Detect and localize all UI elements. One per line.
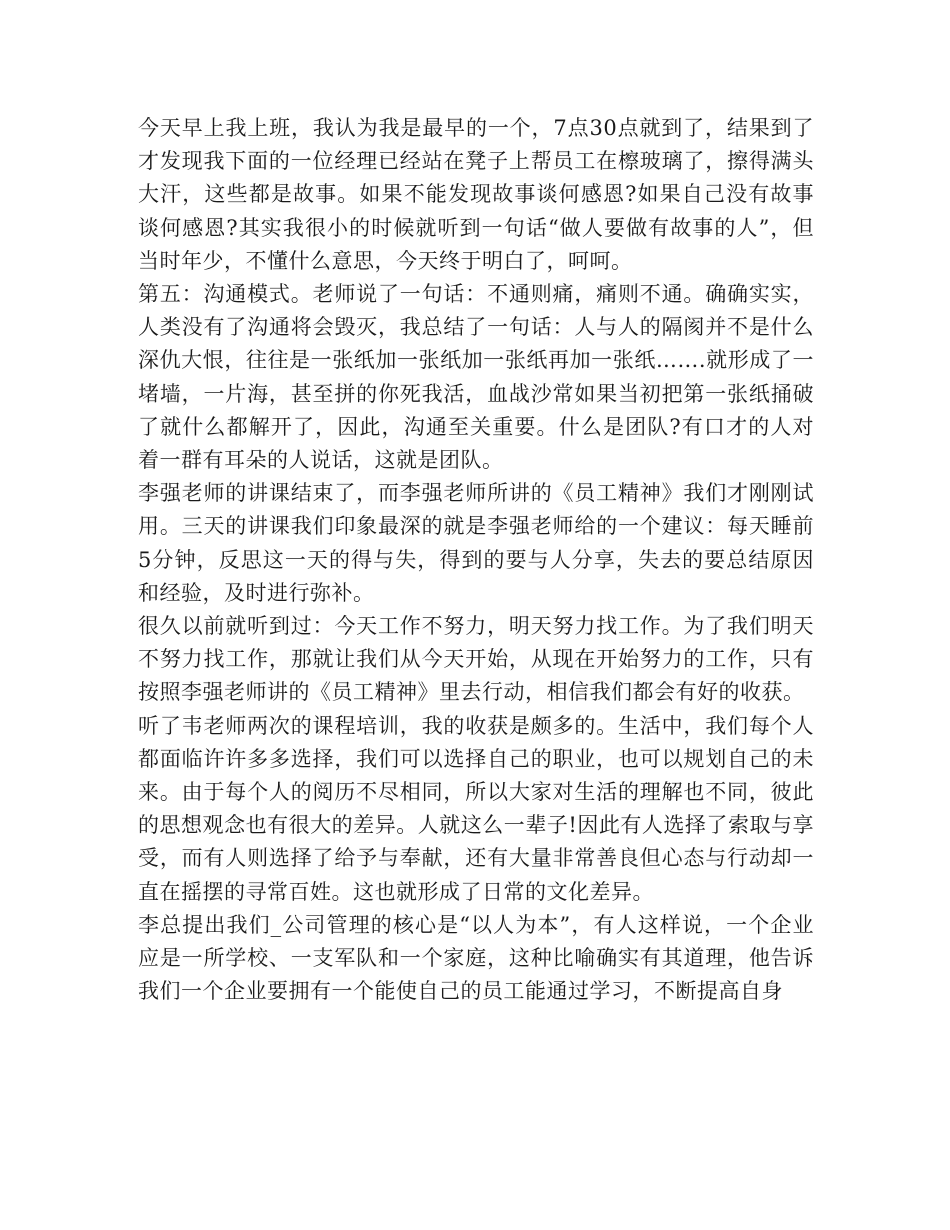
paragraph-people-oriented: 李总提出我们_公司管理的核心是“以人为本”，有人这样说，一个企业应是一所学校、一支军队和一个家庭，这种比喻确实有其道理，他告诉我们一个企业要拥有一个能使自己的员工能通过学习，不断提高自身 — [138, 912, 814, 1004]
paragraph-story: 今天早上我上班，我认为我是最早的一个，7点30点就到了，结果到了才发现我下面的一位经理已经站在凳子上帮员工在檫玻璃了，擦得满头大汗，这些都是故事。如果不能发现故事谈何感恩?如果自己没有故事谈何感恩?其实我很小的时候就听到一句话“做人要做有故事的人”，但当时年少，不懂什么意思，今天终于明白了，呵呵。 — [138, 116, 814, 273]
paragraph-work-hard: 很久以前就听到过：今天工作不努力，明天努力找工作。为了我们明天不努力找工作，那就让我们从今天开始，从现在开始努力的工作，只有按照李强老师讲的《员工精神》里去行动，相信我们都会有好的收获。 — [138, 614, 814, 705]
paragraph-communication: 第五：沟通模式。老师说了一句话：不通则痛，痛则不通。确确实实，人类没有了沟通将会毁灭，我总结了一句话：人与人的隔阂并不是什么深仇大恨，往往是一张纸加一张纸加一张纸再加一张纸…….就形成了一堵墙，一片海，甚至拼的你死我活，血战沙常如果当初把第一张纸捅破了就什么都解开了，因此，沟通至关重要。什么是团队?有口才的人对着一群有耳朵的人说话，这就是团队。 — [138, 282, 814, 473]
document-body — [138, 112, 814, 1008]
paragraph-lecture-end: 李强老师的讲课结束了，而李强老师所讲的《员工精神》我们才刚刚试用。三天的讲课我们印象最深的就是李强老师给的一个建议：每天睡前5分钟，反思这一天的得与失，得到的要与人分享，失去的要总结原因和经验，及时进行弥补。 — [138, 481, 814, 605]
paragraph-training-harvest: 听了韦老师两次的课程培训，我的收获是颇多的。生活中，我们每个人都面临许许多多选择，我们可以选择自己的职业，也可以规划自己的未来。由于每个人的阅历不尽相同，所以大家对生活的理解也不同，彼此的思想观念也有很大的差异。人就这么一辈子!因此有人选择了索取与享受，而有人则选择了给予与奉献，还有大量非常善良但心态与行动却一直在摇摆的寻常百姓。这也就形成了日常的文化差异。 — [138, 713, 814, 904]
